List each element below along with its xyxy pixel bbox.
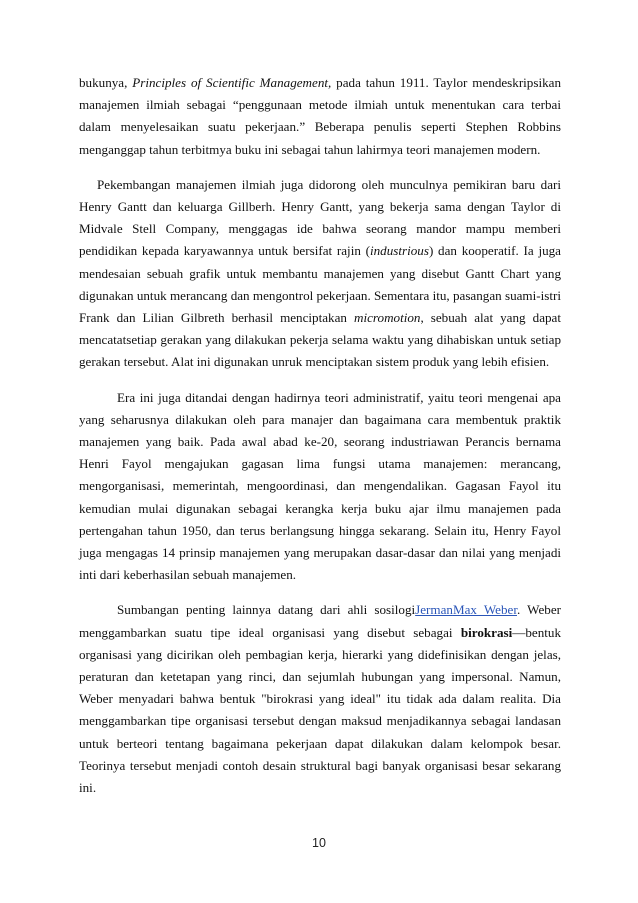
term-micromotion: micromotion <box>354 310 421 326</box>
paragraph-1-text-a: bukunya, <box>79 75 133 90</box>
paragraph-2-text-a: Pekembangan manajemen ilmiah juga didorong oleh munculnya pemikiran baru dari Henry Gantt dan keluarga Gillberh. Henry Gantt, yang bekerja sama dengan Taylor di Midvale Stell Company, menggagas ide bahwa seorang mandor mampu memberi pendidikan kepada karyawannya untuk bersifat rajin ( <box>79 176 561 259</box>
paragraph-3: Era ini juga ditandai dengan hadirnya teori administratif, yaitu teori mengenai apa yang seharusnya dilakukan oleh para manajer dan bagaimana cara membentuk praktik manajemen yang baik. Pada awal abad ke-20, seorang industriawan Perancis bernama Henri Fayol mengajukan gagasan lima fungsi utama manajemen: merancang, mengorganisasi, memerintah, mengoordinasi, dan mengendalikan. Gagasan Fayol itu kemudian mulai digunakan sebagai kerangka kerja buku ajar ilmu manajemen pada pertengahan tahun 1950, dan terus berlangsung hingga sekarang. Selain itu, Henry Fayol juga mengagas 14 prinsip manajemen yang merupakan dasar-dasar dan nilai yang menjadi inti dari keberhasilan sebuah manajemen. <box>79 389 561 583</box>
page-number: 10 <box>312 836 326 850</box>
link-jerman[interactable]: Jerman <box>415 602 453 618</box>
paragraph-4-text-b: . Weber menggambarkan suatu tipe ideal organisasi yang disebut sebagai <box>79 602 562 640</box>
paragraph-4-text-a: Sumbangan penting lainnya datang dari ahli sosilogi <box>117 602 416 618</box>
paragraph-4 <box>79 599 561 799</box>
paragraph-2-text-c: , sebuah alat yang dapat mencatatsetiap gerakan yang dilakukan pekerja selama waktu yang dihabiskan untuk setiap gerakan tersebut. Alat ini digunakan unruk menciptakan sistem produk yang lebih efisien. <box>79 310 561 370</box>
link-max-weber[interactable]: Max Weber <box>452 602 517 618</box>
paragraph-1-text-b: pada tahun 1911. Taylor mendeskripsikan manajemen ilmiah sebagai “penggunaan metode ilmiah untuk menentukan cara terbai dalam menyelesaikan suatu pekerjaan.” Beberapa penulis seperti Stephen Robbins menganggap tahun terbitmya buku ini sebagai tahun lahirmya teori manajemen modern. <box>79 75 561 157</box>
book-title: Principles of Scientific Management, <box>132 75 332 90</box>
document-page <box>79 72 561 799</box>
term-birokrasi: birokrasi <box>460 624 513 640</box>
paragraph-2-text-b: ) dan kooperatif. Ia juga mendesaian sebuah grafik untuk membantu manajemen yang disebut Gantt Chart yang digunakan untuk merancang dan mengontrol pekerjaan. Sementara itu, pasangan suami-istri Frank dan Lilian Gilbreth berhasil menciptakan <box>79 243 561 326</box>
paragraph-2 <box>79 174 561 374</box>
paragraph-1 <box>79 72 561 161</box>
paragraph-4-text-c: —bentuk organisasi yang dicirikan oleh pembagian kerja, hierarki yang didefinisikan dengan jelas, peraturan dan ketetapan yang rinci, dan sejumlah hubungan yang impersonal. Namun, Weber menyadari bahwa bentuk "birokrasi yang ideal" itu tidak ada dalam realita. Dia menggambarkan tipe organisasi tersebut dengan maksud menjadikannya sebagai landasan untuk berteori tentang bagaimana pekerjaan dapat dilakukan dalam kelompok besar. Teorinya tersebut menjadi contoh desain struktural bagi banyak organisasi besar sekarang ini. <box>79 624 561 796</box>
term-industrious: industrious <box>370 243 429 259</box>
